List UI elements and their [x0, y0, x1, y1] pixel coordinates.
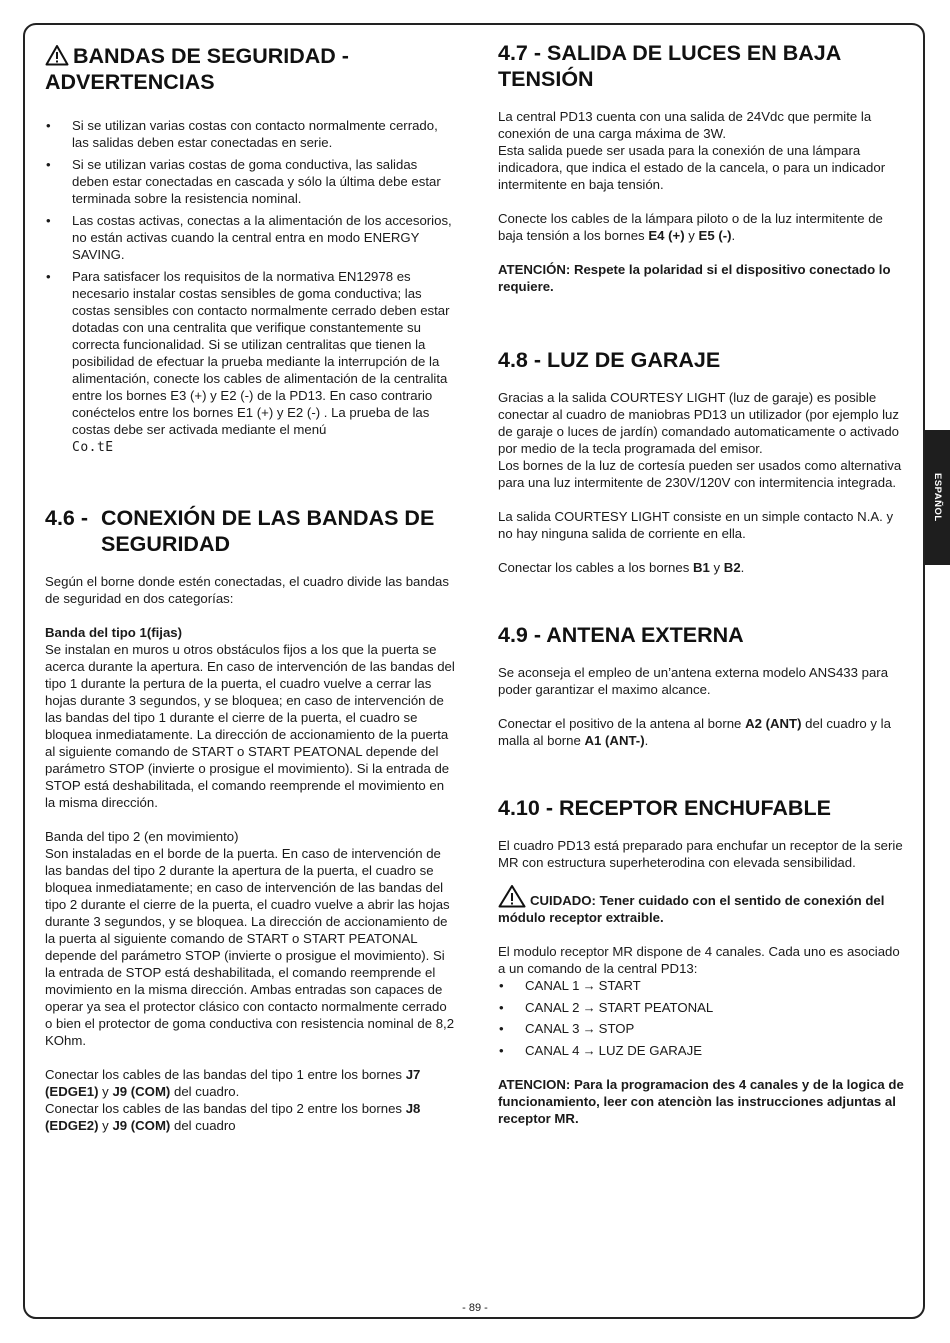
type1-connection: Conectar los cables de las bandas del tipo 1 entre los bornes J7 (EDGE1) y J9 (COM) del cuadro.	[45, 1067, 421, 1099]
list-item: • Si se utilizan varias costas con contacto normalmente cerrado, las salidas deben estar conectadas en serie.	[45, 117, 455, 151]
type2-heading: Banda del tipo 2 (en movimiento)	[45, 829, 239, 844]
section-4-10-p2: El modulo receptor MR dispone de 4 canales. Cada uno es asociado a un comando de la central PD13:	[498, 944, 900, 976]
section-4-10-note: ATENCION: Para la programacion des 4 canales y de la logica de funcionamiento, leer con atenciòn las instrucciones adjuntas al receptor MR.	[498, 1077, 904, 1126]
section-4-10-title: 4.10 - RECEPTOR ENCHUFABLE	[498, 796, 831, 820]
warnings-list	[45, 117, 455, 456]
arrow-right-icon: →	[582, 978, 596, 993]
section-4-9-p1: Se aconseja el empleo de un’antena externa modelo ANS433 para poder garantizar el maximo alcance.	[498, 665, 889, 697]
section-4-6-intro: Según el borne donde estén conectadas, el cuadro divide las bandas de seguridad en dos categorías:	[45, 574, 449, 606]
page-number: - 89 -	[462, 1302, 488, 1314]
section-4-8-title: 4.8 - LUZ DE GARAJE	[498, 348, 721, 372]
list-item: • CANAL 4 → LUZ DE GARAJE	[498, 1042, 908, 1059]
section-4-7-p3: Conecte los cables de la lámpara piloto o de la luz intermitente de baja tensión a los bornes E4 (+) y E5 (-).	[498, 211, 883, 243]
type2-connection: Conectar los cables de las bandas del tipo 2 entre los bornes J8 (EDGE2) y J9 (COM) del cuadro	[45, 1101, 421, 1133]
section-4-7-warning: ATENCIÓN: Respete la polaridad si el dispositivo conectado lo requiere.	[498, 262, 891, 294]
section-4-6-title: 4.6 - CONEXIÓN DE LAS BANDAS DE SEGURIDAD	[45, 506, 435, 556]
arrow-right-icon: →	[582, 1021, 596, 1036]
type2-text: Son instaladas en el borde de la puerta. En caso de intervención de las bandas del tipo 2 durante la apertura de la puerta, el cuadro se bloquea inmediatamente; en caso de intervención de las bandas del tipo 2 durante el cierre de la puerta, el cuadro vuelve a abrir las hojas durante 3 segundos, y se bloquea. La dirección de accionamiento de la puerta al siguiente comando de START o START PEATONAL depende del parámetro STOP (invierte o prosigue el movimiento). Si la entrada de STOP está deshabilitada, el comando reemprende el movimiento en la misma dirección. Ambas entradas son capaces de operar ya sea el protector clásico con contacto normalmente cerrado o bien el protector de goma conductiva con resistencia nominal de 8,2 KOhm.	[45, 846, 455, 1048]
section-4-8-p2: Los bornes de la luz de cortesía pueden ser usados como alternativa para una luz intermitente de 230V/120V con intermitencia integrada.	[498, 458, 902, 490]
channels-list	[498, 977, 908, 1059]
list-item: • Las costas activas, conectas a la alimentación de los accesorios, no están activas cuando la central entra en modo ENERGY SAVING.	[45, 212, 455, 263]
list-item: • CANAL 3 → STOP	[498, 1020, 908, 1037]
warning-icon	[498, 884, 526, 908]
section-4-7-title: 4.7 - SALIDA DE LUCES EN BAJA TENSIÓN	[498, 41, 842, 91]
section-4-7-p2: Esta salida puede ser usada para la conexión de una lámpara indicadora, que indica el estado de la cancela, o para un indicador intermitente en baja tensión.	[498, 143, 886, 192]
section-4-9-p2: Conectar el positivo de la antena al borne A2 (ANT) del cuadro y la malla al borne A1 (ANT-).	[498, 716, 891, 748]
section-4-5-title: BANDAS DE SEGURIDAD - ADVERTENCIAS	[45, 44, 349, 94]
section-4-10-caution: CUIDADO: Tener cuidado con el sentido de conexión del módulo receptor extraible.	[498, 884, 908, 926]
section-4-8-p3: La salida COURTESY LIGHT consiste en un simple contacto N.A. y no hay ninguna salida de corriente en ella.	[498, 509, 894, 541]
section-4-10-p1: El cuadro PD13 está preparado para enchufar un receptor de la serie MR con estructura superheterodina con elevada sensibilidad.	[498, 838, 903, 870]
right-column	[498, 40, 908, 1127]
language-tab: ESPAÑOL	[925, 430, 950, 565]
section-4-8-p1: Gracias a la salida COURTESY LIGHT (luz de garaje) es posible conectar al cuadro de maniobras PD13 un utilizador (por ejemplo luz de garaje o luces de jardín) comandado automaticamente o activado por medio de la tecla programada del emisor.	[498, 390, 900, 456]
section-4-8-p4: Conectar los cables a los bornes B1 y B2.	[498, 560, 745, 575]
arrow-right-icon: →	[582, 1042, 596, 1058]
list-item: • Si se utilizan varias costas de goma conductiva, las salidas deben estar conectadas en cascada y sólo la última debe estar terminada sobre la resistencia nominal.	[45, 156, 455, 207]
type1-text: Se instalan en muros u otros obstáculos fijos a los que la puerta se acerca durante la apertura. En caso de intervención de las bandas del tipo 1 durante la pertura de la puerta, el cuadro vuelve a cerrar las hojas durante 3 segundos, y se bloquea; en caso de intervención de las bandas del tipo 1 durante el cierre de la puerta, el cuadro se bloquea inmediatamente. La dirección de accionamiento de la puerta al siguiente comando de START o START PEATONAL depende del parámetro STOP (invierte o prosigue el movimiento). Si la entrada de STOP está deshabilitada, el comando reemprende el movimiento en la misma dirección.	[45, 642, 455, 810]
arrow-right-icon: →	[582, 999, 596, 1015]
type1-heading: Banda del tipo 1(fijas)	[45, 625, 183, 640]
section-4-9-title: 4.9 - ANTENA EXTERNA	[498, 623, 744, 647]
menu-code: Co.tE	[72, 440, 114, 455]
left-column	[45, 43, 455, 1134]
warning-icon	[45, 44, 69, 66]
section-4-7-p1: La central PD13 cuenta con una salida de 24Vdc que permite la conexión de una carga máxima de 3W.	[498, 109, 872, 141]
list-item: • CANAL 2 → START PEATONAL	[498, 999, 908, 1016]
list-item: • Para satisfacer los requisitos de la normativa EN12978 es necesario instalar costas sensibles de goma conductiva; las costas sensibles con contacto normalmente cerrado deben estar dotadas con una centralita que verifique constantemente su correcta funcionalidad. Si se utilizan centralitas que tienen la posibilidad de efectuar la prueba mediante la interrupción de la alimentación, conecte los cables de alimentación de la centralita entre los bornes E3 (+) y E2 (-) de la PD13. En caso contrario conéctelos entre los bornes E1 (+) y E2 (-) . La prueba de las costas debe ser activada mediante el menú Co.tE	[45, 268, 455, 456]
list-item: • CANAL 1 → START	[498, 977, 908, 994]
